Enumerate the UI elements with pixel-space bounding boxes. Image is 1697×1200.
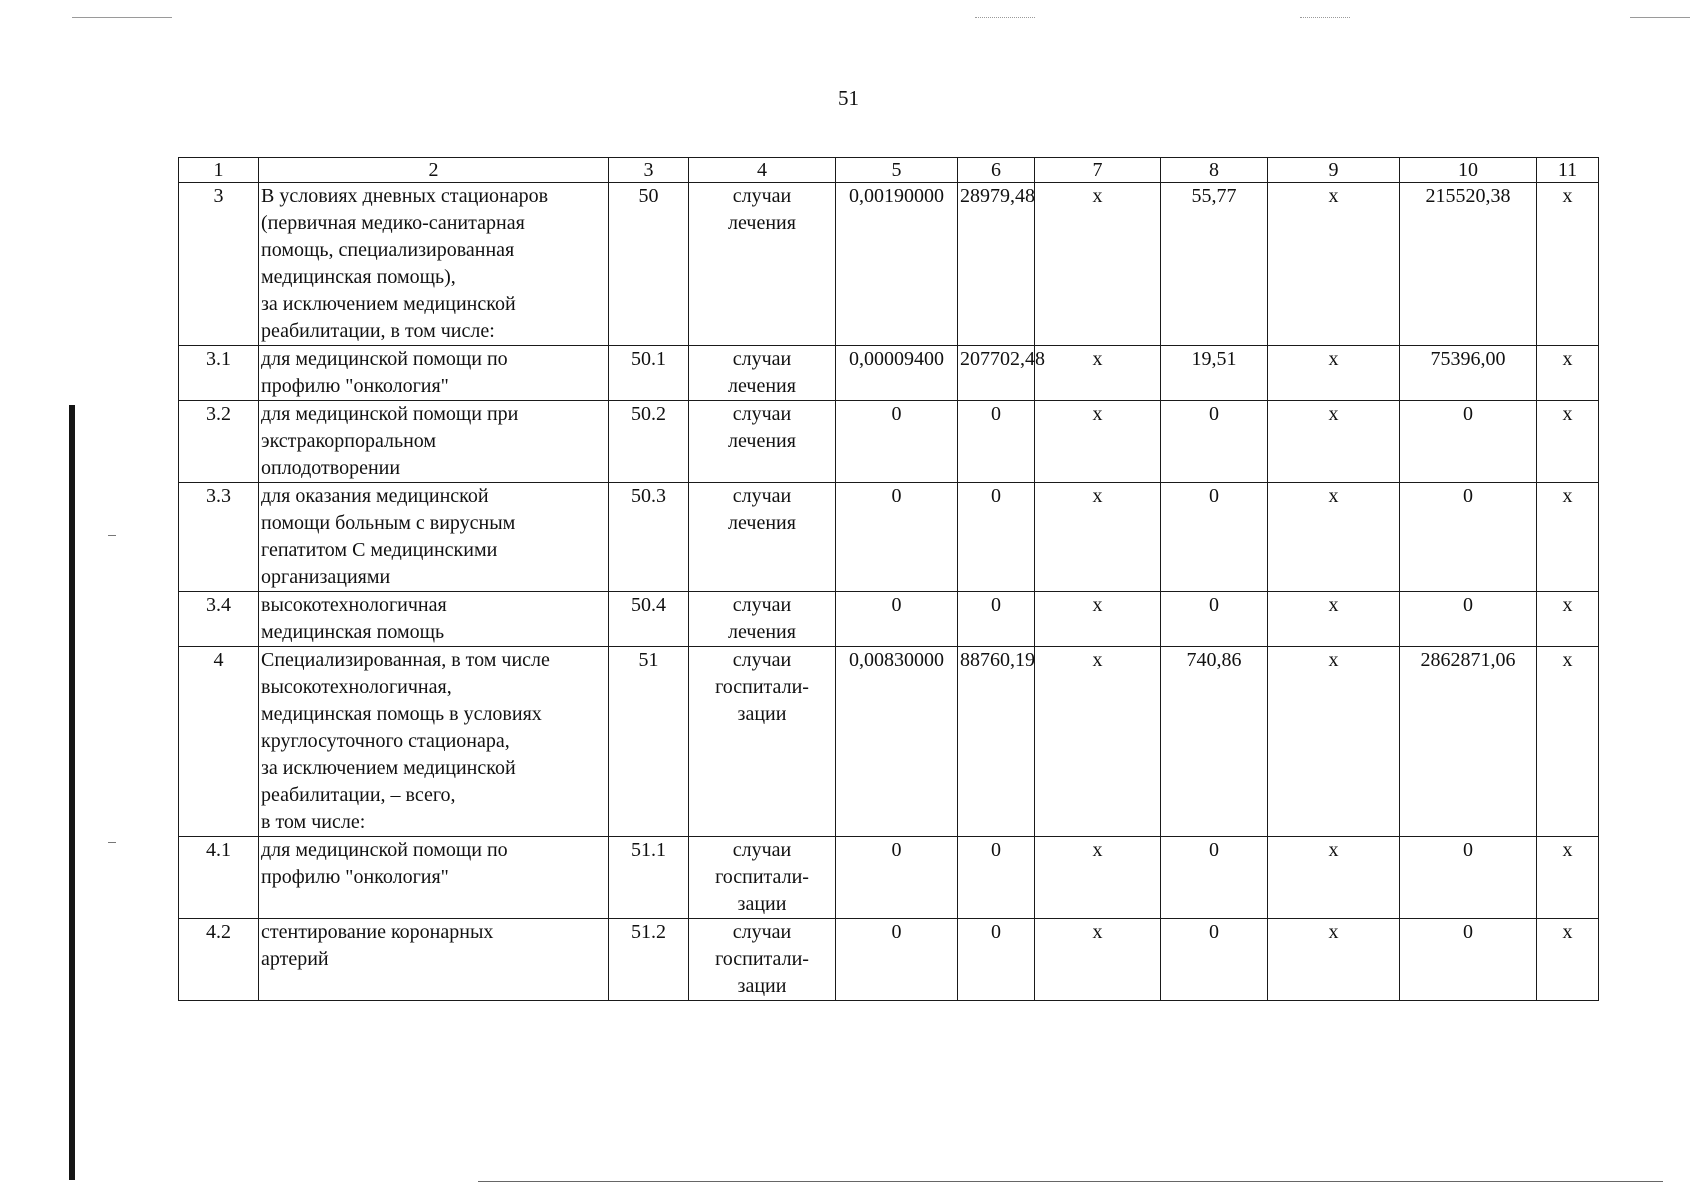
table-row <box>179 919 1599 1001</box>
scan-tick <box>108 842 116 843</box>
table-row <box>179 483 1599 592</box>
page-number: 51 <box>838 86 859 110</box>
row-description-line: помощь, специализированная <box>261 239 515 261</box>
cell-col-11: х <box>1537 483 1599 592</box>
row-code: 51.1 <box>609 837 689 919</box>
cell-col-11: х <box>1537 183 1599 346</box>
row-description-line: Специализированная, в том числе <box>261 649 550 671</box>
row-unit <box>689 346 836 401</box>
cell-col-9: х <box>1268 183 1400 346</box>
cell-col-11: х <box>1537 837 1599 919</box>
row-unit-line: лечения <box>728 621 796 643</box>
row-number: 3.1 <box>179 346 259 401</box>
cell-col-9: х <box>1268 647 1400 837</box>
row-description-line: для медицинской помощи по <box>261 839 508 861</box>
cell-col-8: 0 <box>1161 483 1268 592</box>
row-number: 3.3 <box>179 483 259 592</box>
row-description <box>259 919 609 1001</box>
cell-col-10: 0 <box>1400 483 1537 592</box>
row-description-line: профилю "онкология" <box>261 866 449 888</box>
row-unit-line: случаи <box>732 348 792 370</box>
cell-col-10: 215520,38 <box>1400 183 1537 346</box>
data-table <box>178 157 1599 1001</box>
row-unit-line: госпитали- <box>715 866 809 888</box>
row-code: 50.3 <box>609 483 689 592</box>
row-unit-line: лечения <box>728 375 796 397</box>
row-unit-line: случаи <box>732 921 792 943</box>
cell-col-7: х <box>1035 346 1161 401</box>
cell-col-11: х <box>1537 647 1599 837</box>
row-number: 4.1 <box>179 837 259 919</box>
cell-col-8: 0 <box>1161 837 1268 919</box>
row-description <box>259 483 609 592</box>
table-row <box>179 647 1599 837</box>
cell-col-6: 0 <box>958 483 1035 592</box>
column-number: 6 <box>958 158 1035 183</box>
row-number: 4 <box>179 647 259 837</box>
cell-col-9: х <box>1268 919 1400 1001</box>
row-description-line: за исключением медицинской <box>261 757 516 779</box>
row-description-line: экстракорпоральном <box>261 430 437 452</box>
cell-col-9: х <box>1268 401 1400 483</box>
row-unit <box>689 647 836 837</box>
cell-col-9: х <box>1268 837 1400 919</box>
row-description-line: профилю "онкология" <box>261 375 449 397</box>
column-number: 2 <box>259 158 609 183</box>
column-number: 8 <box>1161 158 1268 183</box>
cell-col-10: 2862871,06 <box>1400 647 1537 837</box>
scan-line-top-right <box>1630 17 1690 18</box>
column-number: 5 <box>836 158 958 183</box>
cell-col-5: 0,00190000 <box>836 183 958 346</box>
row-description <box>259 592 609 647</box>
row-description <box>259 346 609 401</box>
row-description-line: реабилитации, – всего, <box>261 784 456 806</box>
column-number: 10 <box>1400 158 1537 183</box>
cell-col-11: х <box>1537 919 1599 1001</box>
row-description-line: медицинская помощь), <box>261 266 456 288</box>
row-unit-line: зации <box>737 703 787 725</box>
cell-col-9: х <box>1268 346 1400 401</box>
row-description-line: оплодотворении <box>261 457 401 479</box>
row-code: 50.1 <box>609 346 689 401</box>
column-number: 9 <box>1268 158 1400 183</box>
row-description-line: помощи больным с вирусным <box>261 512 516 534</box>
row-unit-line: лечения <box>728 212 796 234</box>
column-number: 1 <box>179 158 259 183</box>
row-unit <box>689 183 836 346</box>
row-unit-line: случаи <box>732 649 792 671</box>
row-code: 51.2 <box>609 919 689 1001</box>
cell-col-9: х <box>1268 483 1400 592</box>
row-description-line: для оказания медицинской <box>261 485 489 507</box>
row-description-line: круглосуточного стационара, <box>261 730 510 752</box>
row-number: 3 <box>179 183 259 346</box>
cell-col-10: 0 <box>1400 837 1537 919</box>
cell-col-6: 0 <box>958 401 1035 483</box>
row-unit <box>689 401 836 483</box>
row-description-line: стентирование коронарных <box>261 921 494 943</box>
row-code: 51 <box>609 647 689 837</box>
row-description-line: медицинская помощь <box>261 621 445 643</box>
row-code: 50.2 <box>609 401 689 483</box>
cell-col-6: 0 <box>958 919 1035 1001</box>
row-description-line: в том числе: <box>261 811 366 833</box>
cell-col-5: 0 <box>836 483 958 592</box>
row-unit-line: лечения <box>728 512 796 534</box>
cell-col-8: 55,77 <box>1161 183 1268 346</box>
scan-binding-bar <box>69 405 75 1180</box>
row-unit-line: случаи <box>732 185 792 207</box>
cell-col-7: х <box>1035 401 1161 483</box>
cell-col-6: 88760,19 <box>958 647 1035 837</box>
table-body <box>179 158 1599 1001</box>
cell-col-8: 740,86 <box>1161 647 1268 837</box>
scan-line-bottom <box>478 1181 1663 1182</box>
table-row <box>179 592 1599 647</box>
row-unit-line: случаи <box>732 594 792 616</box>
header-row <box>179 158 1599 183</box>
cell-col-11: х <box>1537 346 1599 401</box>
cell-col-8: 19,51 <box>1161 346 1268 401</box>
column-number: 11 <box>1537 158 1599 183</box>
scan-tick <box>108 535 116 536</box>
row-description-line: высокотехнологичная, <box>261 676 452 698</box>
row-unit <box>689 919 836 1001</box>
cell-col-11: х <box>1537 592 1599 647</box>
table-row <box>179 401 1599 483</box>
row-description-line: организациями <box>261 566 391 588</box>
row-description-line: для медицинской помощи по <box>261 348 508 370</box>
cell-col-10: 75396,00 <box>1400 346 1537 401</box>
cell-col-9: х <box>1268 592 1400 647</box>
column-number: 7 <box>1035 158 1161 183</box>
row-unit-line: зации <box>737 893 787 915</box>
cell-col-8: 0 <box>1161 401 1268 483</box>
row-code: 50.4 <box>609 592 689 647</box>
row-description-line: высокотехнологичная <box>261 594 447 616</box>
row-description-line: для медицинской помощи при <box>261 403 519 425</box>
row-description-line: В условиях дневных стационаров <box>261 185 549 207</box>
table-row <box>179 346 1599 401</box>
cell-col-5: 0 <box>836 919 958 1001</box>
cell-col-7: х <box>1035 483 1161 592</box>
row-description <box>259 183 609 346</box>
row-description-line: реабилитации, в том числе: <box>261 320 495 342</box>
scan-line-top-mid2 <box>1300 17 1350 18</box>
cell-col-5: 0,00009400 <box>836 346 958 401</box>
row-description-line: медицинская помощь в условиях <box>261 703 542 725</box>
cell-col-11: х <box>1537 401 1599 483</box>
cell-col-5: 0 <box>836 401 958 483</box>
cell-col-7: х <box>1035 919 1161 1001</box>
cell-col-6: 207702,48 <box>958 346 1035 401</box>
row-unit <box>689 592 836 647</box>
scan-line-top-mid <box>975 17 1035 18</box>
cell-col-7: х <box>1035 837 1161 919</box>
cell-col-7: х <box>1035 183 1161 346</box>
column-number: 4 <box>689 158 836 183</box>
row-description <box>259 401 609 483</box>
row-unit <box>689 837 836 919</box>
cell-col-10: 0 <box>1400 592 1537 647</box>
row-unit-line: случаи <box>732 485 792 507</box>
row-code: 50 <box>609 183 689 346</box>
cell-col-8: 0 <box>1161 919 1268 1001</box>
row-unit-line: лечения <box>728 430 796 452</box>
row-description <box>259 647 609 837</box>
row-number: 4.2 <box>179 919 259 1001</box>
row-description-line: за исключением медицинской <box>261 293 516 315</box>
row-description-line: артерий <box>261 948 329 970</box>
row-unit-line: госпитали- <box>715 676 809 698</box>
table-row <box>179 837 1599 919</box>
row-unit-line: случаи <box>732 839 792 861</box>
cell-col-5: 0 <box>836 837 958 919</box>
row-unit-line: случаи <box>732 403 792 425</box>
cell-col-7: х <box>1035 647 1161 837</box>
cell-col-5: 0 <box>836 592 958 647</box>
table-row <box>179 183 1599 346</box>
cell-col-5: 0,00830000 <box>836 647 958 837</box>
cell-col-6: 0 <box>958 837 1035 919</box>
cell-col-6: 0 <box>958 592 1035 647</box>
cell-col-8: 0 <box>1161 592 1268 647</box>
cell-col-6: 28979,48 <box>958 183 1035 346</box>
row-number: 3.4 <box>179 592 259 647</box>
row-unit-line: зации <box>737 975 787 997</box>
row-number: 3.2 <box>179 401 259 483</box>
cell-col-10: 0 <box>1400 919 1537 1001</box>
cell-col-7: х <box>1035 592 1161 647</box>
row-unit <box>689 483 836 592</box>
row-description-line: гепатитом С медицинскими <box>261 539 498 561</box>
row-unit-line: госпитали- <box>715 948 809 970</box>
scan-line-top-left <box>72 17 172 18</box>
column-number: 3 <box>609 158 689 183</box>
cell-col-10: 0 <box>1400 401 1537 483</box>
row-description <box>259 837 609 919</box>
row-description-line: (первичная медико-санитарная <box>261 212 525 234</box>
